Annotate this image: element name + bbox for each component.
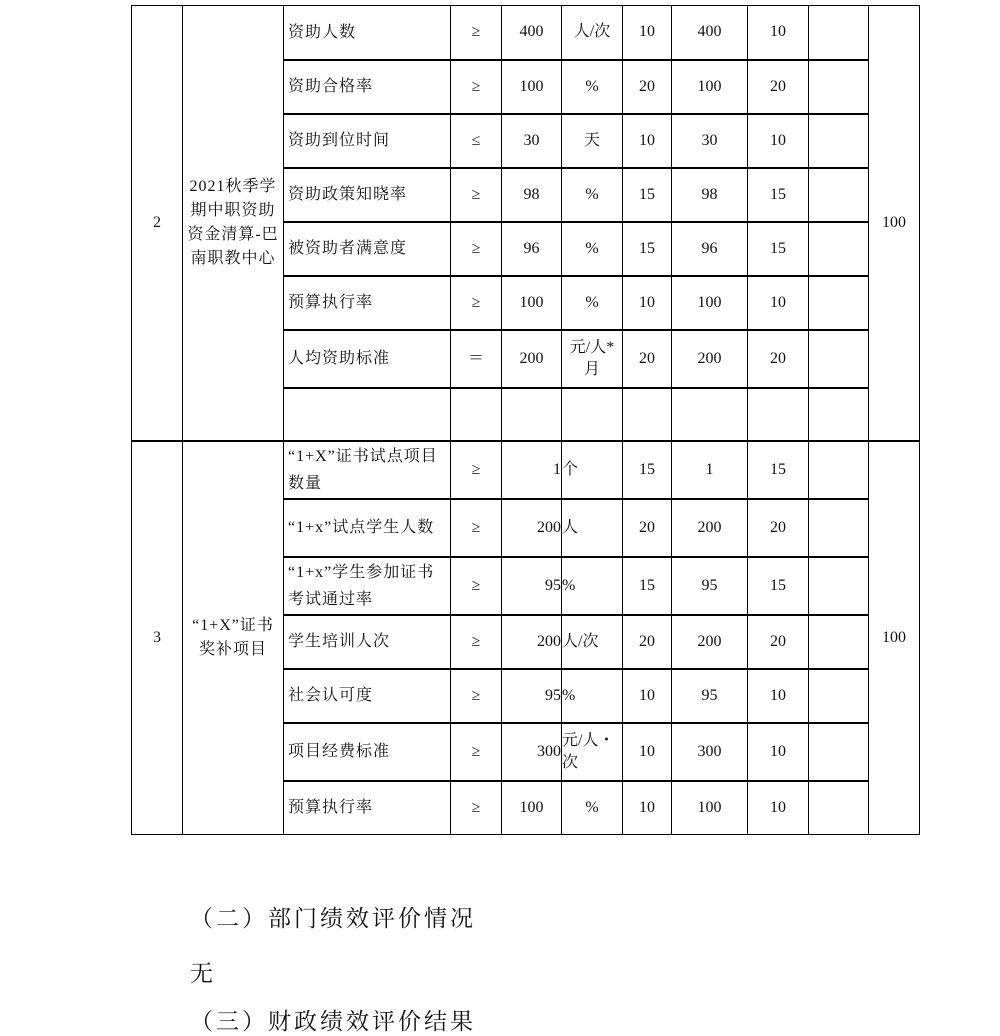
- score-cell: 10: [748, 669, 809, 723]
- row-index-cell: 2: [132, 6, 183, 441]
- operator-cell: [451, 388, 502, 441]
- target-cell: 95: [502, 669, 562, 723]
- weight-cell: 20: [623, 60, 672, 114]
- unit-cell: 元/人*月: [562, 330, 623, 388]
- score-cell: 15: [748, 441, 809, 499]
- weight-cell: [623, 388, 672, 441]
- target-cell: 1: [502, 441, 562, 499]
- project-name-cell: 2021秋季学期中职资助资金清算-巴南职教中心: [183, 6, 284, 441]
- weight-cell: 15: [623, 222, 672, 276]
- actual-cell: 1: [672, 441, 748, 499]
- actual-cell: 400: [672, 6, 748, 60]
- note-cell: [809, 669, 869, 723]
- dept-evaluation-heading: （二）部门绩效评价情况: [190, 906, 476, 932]
- operator-cell: ＝: [451, 330, 502, 388]
- actual-cell: 96: [672, 222, 748, 276]
- indicator-cell: 资助政策知晓率: [284, 168, 451, 222]
- table-row: [132, 6, 920, 60]
- weight-cell: 10: [623, 781, 672, 835]
- unit-cell: %: [562, 168, 623, 222]
- unit-cell: 人: [562, 499, 623, 557]
- operator-cell: ≥: [451, 441, 502, 499]
- target-cell: 400: [502, 6, 562, 60]
- weight-cell: 20: [623, 330, 672, 388]
- indicator-cell: 预算执行率: [284, 781, 451, 835]
- score-cell: 10: [748, 6, 809, 60]
- indicator-cell: [284, 388, 451, 441]
- operator-cell: ≥: [451, 781, 502, 835]
- operator-cell: ≥: [451, 615, 502, 669]
- weight-cell: 10: [623, 669, 672, 723]
- unit-cell: %: [562, 222, 623, 276]
- unit-cell: %: [562, 781, 623, 835]
- unit-cell: 天: [562, 114, 623, 168]
- unit-cell: 元/人・次: [562, 723, 623, 781]
- dept-evaluation-body: 无: [190, 961, 216, 987]
- indicator-cell: 预算执行率: [284, 276, 451, 330]
- performance-table: [131, 5, 920, 835]
- unit-cell: %: [562, 669, 623, 723]
- target-cell: [502, 388, 562, 441]
- actual-cell: 95: [672, 557, 748, 615]
- score-cell: [748, 388, 809, 441]
- target-cell: 30: [502, 114, 562, 168]
- unit-cell: %: [562, 60, 623, 114]
- note-cell: [809, 168, 869, 222]
- actual-cell: [672, 388, 748, 441]
- target-cell: 96: [502, 222, 562, 276]
- table-row: [132, 441, 920, 499]
- indicator-cell: “1+x”学生参加证书考试通过率: [284, 557, 451, 615]
- note-cell: [809, 60, 869, 114]
- score-cell: 20: [748, 499, 809, 557]
- note-cell: [809, 499, 869, 557]
- operator-cell: ≥: [451, 557, 502, 615]
- unit-cell: 个: [562, 441, 623, 499]
- actual-cell: 200: [672, 330, 748, 388]
- weight-cell: 10: [623, 6, 672, 60]
- score-cell: 10: [748, 781, 809, 835]
- score-cell: 15: [748, 168, 809, 222]
- note-cell: [809, 723, 869, 781]
- operator-cell: ≥: [451, 60, 502, 114]
- target-cell: 100: [502, 60, 562, 114]
- weight-cell: 10: [623, 114, 672, 168]
- score-cell: 15: [748, 222, 809, 276]
- target-cell: 95: [502, 557, 562, 615]
- row-index-cell: 3: [132, 441, 183, 835]
- note-cell: [809, 615, 869, 669]
- target-cell: 200: [502, 330, 562, 388]
- operator-cell: ≥: [451, 168, 502, 222]
- note-cell: [809, 6, 869, 60]
- actual-cell: 100: [672, 60, 748, 114]
- target-cell: 98: [502, 168, 562, 222]
- indicator-cell: 人均资助标准: [284, 330, 451, 388]
- actual-cell: 200: [672, 615, 748, 669]
- operator-cell: ≥: [451, 276, 502, 330]
- actual-cell: 100: [672, 781, 748, 835]
- indicator-cell: 被资助者满意度: [284, 222, 451, 276]
- actual-cell: 200: [672, 499, 748, 557]
- indicator-cell: “1+X”证书试点项目数量: [284, 441, 451, 499]
- actual-cell: 30: [672, 114, 748, 168]
- total-score-cell: 100: [869, 441, 920, 835]
- weight-cell: 10: [623, 276, 672, 330]
- indicator-cell: 资助到位时间: [284, 114, 451, 168]
- score-cell: 15: [748, 557, 809, 615]
- finance-evaluation-heading: （三）财政绩效评价结果: [190, 1009, 476, 1035]
- score-cell: 10: [748, 276, 809, 330]
- unit-cell: 人/次: [562, 6, 623, 60]
- target-cell: 300: [502, 723, 562, 781]
- score-cell: 20: [748, 330, 809, 388]
- score-cell: 20: [748, 615, 809, 669]
- note-cell: [809, 276, 869, 330]
- weight-cell: 15: [623, 557, 672, 615]
- operator-cell: ≥: [451, 222, 502, 276]
- indicator-cell: 社会认可度: [284, 669, 451, 723]
- note-cell: [809, 441, 869, 499]
- unit-cell: %: [562, 557, 623, 615]
- weight-cell: 10: [623, 723, 672, 781]
- actual-cell: 300: [672, 723, 748, 781]
- weight-cell: 15: [623, 168, 672, 222]
- note-cell: [809, 388, 869, 441]
- score-cell: 20: [748, 60, 809, 114]
- actual-cell: 98: [672, 168, 748, 222]
- note-cell: [809, 781, 869, 835]
- indicator-cell: 项目经费标准: [284, 723, 451, 781]
- score-cell: 10: [748, 114, 809, 168]
- note-cell: [809, 557, 869, 615]
- note-cell: [809, 222, 869, 276]
- target-cell: 200: [502, 615, 562, 669]
- weight-cell: 20: [623, 499, 672, 557]
- project-name-cell: “1+X”证书奖补项目: [183, 441, 284, 835]
- unit-cell: %: [562, 276, 623, 330]
- weight-cell: 20: [623, 615, 672, 669]
- indicator-cell: 资助合格率: [284, 60, 451, 114]
- operator-cell: ≤: [451, 114, 502, 168]
- unit-cell: 人/次: [562, 615, 623, 669]
- operator-cell: ≥: [451, 499, 502, 557]
- actual-cell: 95: [672, 669, 748, 723]
- target-cell: 100: [502, 781, 562, 835]
- operator-cell: ≥: [451, 723, 502, 781]
- target-cell: 200: [502, 499, 562, 557]
- operator-cell: ≥: [451, 6, 502, 60]
- indicator-cell: “1+x”试点学生人数: [284, 499, 451, 557]
- note-cell: [809, 114, 869, 168]
- operator-cell: ≥: [451, 669, 502, 723]
- target-cell: 100: [502, 276, 562, 330]
- weight-cell: 15: [623, 441, 672, 499]
- score-cell: 10: [748, 723, 809, 781]
- unit-cell: [562, 388, 623, 441]
- note-cell: [809, 330, 869, 388]
- indicator-cell: 资助人数: [284, 6, 451, 60]
- total-score-cell: 100: [869, 6, 920, 441]
- actual-cell: 100: [672, 276, 748, 330]
- indicator-cell: 学生培训人次: [284, 615, 451, 669]
